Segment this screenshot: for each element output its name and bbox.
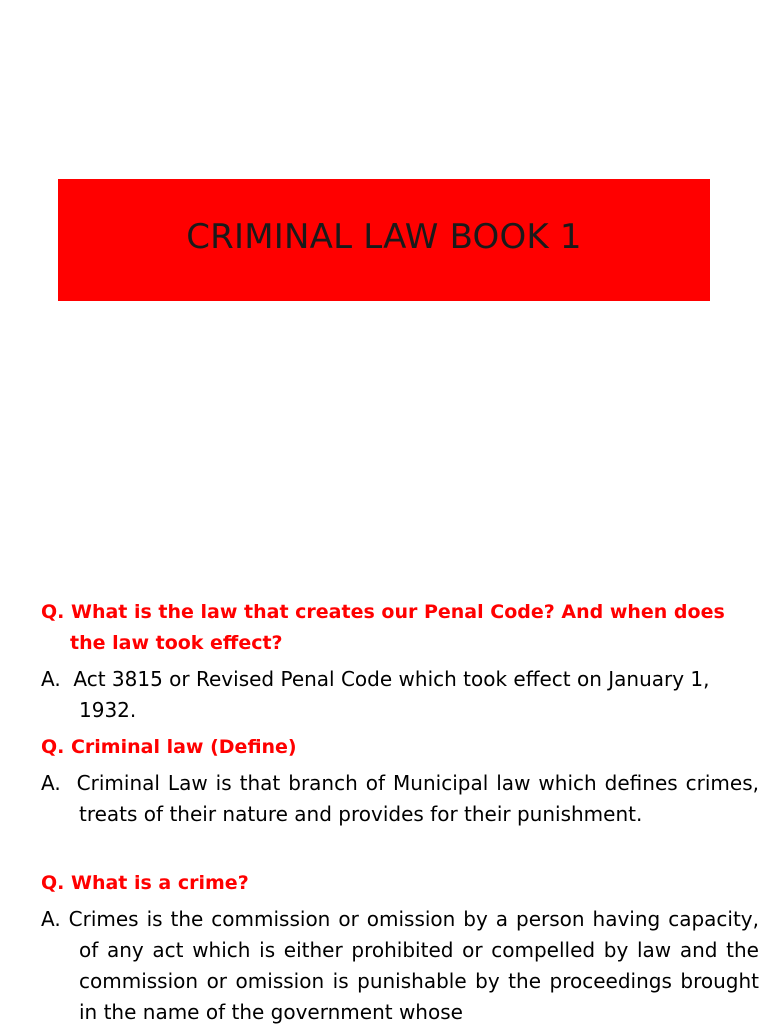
answer-3: A. Crimes is the commission or omission by a person having capacity, of any act which is either prohibited or compelled by law and the commission or omission is punishable by the proceedings brought in the name of the government whose bbox=[41, 907, 759, 1024]
title-banner bbox=[58, 179, 710, 301]
content-slide bbox=[0, 576, 768, 1024]
question-2: Q. Criminal law (Define) bbox=[41, 736, 297, 758]
question-1: Q. What is the law that creates our Penal Code? And when does the law took effect? bbox=[41, 601, 725, 654]
answer-1: A. Act 3815 or Revised Penal Code which took effect on January 1, 1932. bbox=[41, 667, 710, 722]
question-3: Q. What is a crime? bbox=[41, 872, 249, 894]
slide-title: CRIMINAL LAW BOOK 1 bbox=[186, 217, 582, 257]
answer-2: A. Criminal Law is that branch of Municipal law which defines crimes, treats of their nature and provides for their punishment. bbox=[41, 771, 759, 826]
